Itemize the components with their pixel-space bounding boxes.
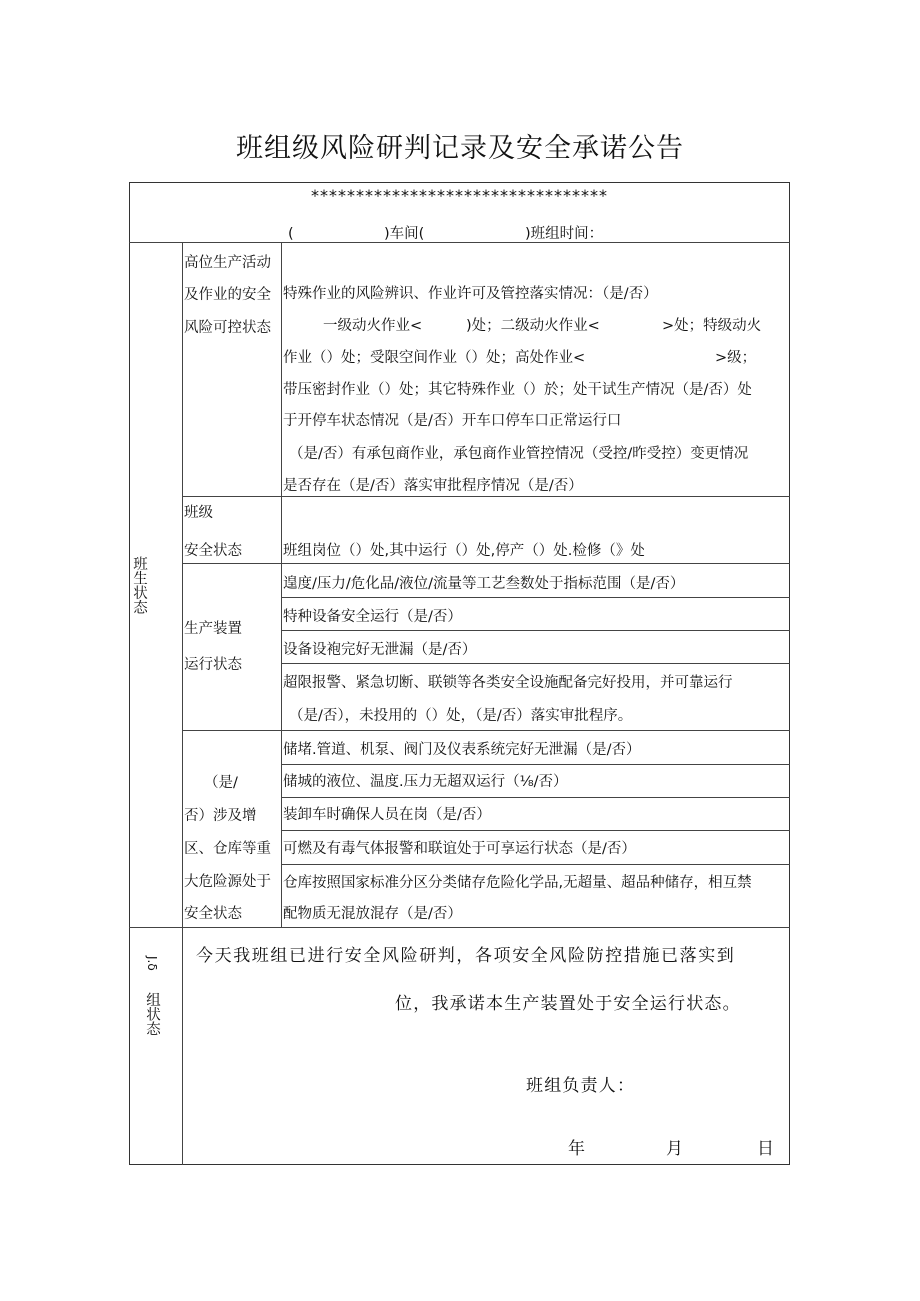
divider <box>281 630 790 631</box>
storage-row: 可燃及有毒气体报警和联谊处于可享运行状态（是/否） <box>283 841 636 857</box>
storage-row: 储城的液位、温度.压力无超双运行（⅛/否） <box>283 774 568 790</box>
divider <box>182 242 183 1165</box>
high-label-2: 及作业的安全 <box>184 287 271 303</box>
high-line: 是否存在（是/否）落实审批程序情况（是/否） <box>283 478 583 494</box>
device-row: 特种设备安全运行（是/否） <box>283 609 462 625</box>
header-team-time: )班组时间： <box>525 226 604 242</box>
divider <box>281 597 790 598</box>
divider <box>281 764 790 765</box>
date-year: 年 <box>568 1139 585 1159</box>
divider <box>129 927 790 928</box>
storage-row: 配物质无混放混存（是/否） <box>283 906 462 922</box>
side-label: 班生状态 <box>131 556 147 614</box>
date-day: 日 <box>757 1139 774 1159</box>
storage-label-5: 安全状态 <box>184 906 242 922</box>
high-line: （是/否）有承包商作业，承包商作业管控情况（受控/昨受控）变更情况 <box>289 446 749 462</box>
date-month: 月 <box>666 1139 683 1159</box>
team-line: 班组岗位（）处,其中运行（）处,停产（）处.检修（》处 <box>283 543 645 559</box>
divider <box>182 496 790 497</box>
header-stars: ********************************* <box>311 186 608 205</box>
storage-row: 储堵.管道、机泵、阀门及仪表系统完好无泄漏（是/否） <box>283 742 641 758</box>
page-title: 班组级风险研判记录及安全承诺公告 <box>236 133 684 164</box>
device-row: 遑度/压力/危化品/液位/流量等工艺叁数处于指标范围（是/否） <box>283 576 685 592</box>
divider <box>281 797 790 798</box>
high-line: 一级动火作业< <box>323 318 423 334</box>
divider <box>281 663 790 664</box>
header-open-paren: ( <box>288 226 294 242</box>
storage-row: 装卸车时确保人员在岗（是/否） <box>283 807 491 823</box>
team-label-1: 班级 <box>184 505 213 521</box>
device-row: （是/否），未投用的（）处，（是/否）落实审批程序。 <box>289 708 633 724</box>
device-label-1: 生产装置 <box>184 621 242 637</box>
storage-label-2: 否）涉及增 <box>184 808 257 824</box>
pledge-side-mark: J.δ <box>145 956 159 971</box>
storage-row: 仓库按照国家标准分区分类储存危险化学品,无超量、超品种储存，相互禁 <box>283 875 752 891</box>
high-line: 特殊作业的风险辨识、作业许可及管控落实情况：（是/否） <box>283 286 658 302</box>
device-row: 设备设袍完好无泄漏（是/否） <box>283 642 477 658</box>
high-line: >处；特级动火 <box>662 318 762 334</box>
high-line: 作业（）处；受限空间作业（）处；高处作业< <box>283 350 586 366</box>
pledge-line-1: 今天我班组已进行安全风险研判，各项安全风险防控措施已落实到 <box>196 946 736 966</box>
storage-label-3: 区、仓库等重 <box>184 841 271 857</box>
divider <box>281 830 790 831</box>
device-label-2: 运行状态 <box>184 657 242 673</box>
team-leader-label: 班组负责人： <box>526 1076 636 1096</box>
high-label-1: 高位生产活动 <box>184 255 271 271</box>
high-line: 于开停车状态情况（是/否）开车口停车口正常运行口 <box>283 413 622 429</box>
storage-label-4: 大危险源处于 <box>184 874 271 890</box>
storage-label-1: （是/ <box>204 775 238 791</box>
high-label-3: 风险可控状态 <box>184 320 271 336</box>
divider <box>182 730 790 731</box>
pledge-line-2: 位，我承诺本生产装置处于安全运行状态。 <box>395 994 741 1014</box>
divider <box>182 563 790 564</box>
team-label-2: 安全状态 <box>184 543 242 559</box>
high-line: )处；二级动火作业< <box>466 318 600 334</box>
high-line: 带压密封作业（）处；其它特殊作业（）於；处干试生产情况（是/否）处 <box>283 382 752 398</box>
pledge-side-label: 组状态 <box>144 992 160 1036</box>
high-line: >级； <box>715 350 757 366</box>
device-row: 超限报警、紧急切断、联锁等各类安全设施配备完好投用，并可靠运行 <box>283 675 733 691</box>
header-workshop: )车间( <box>384 226 425 242</box>
divider <box>281 242 282 927</box>
divider <box>129 242 790 243</box>
divider <box>281 864 790 865</box>
